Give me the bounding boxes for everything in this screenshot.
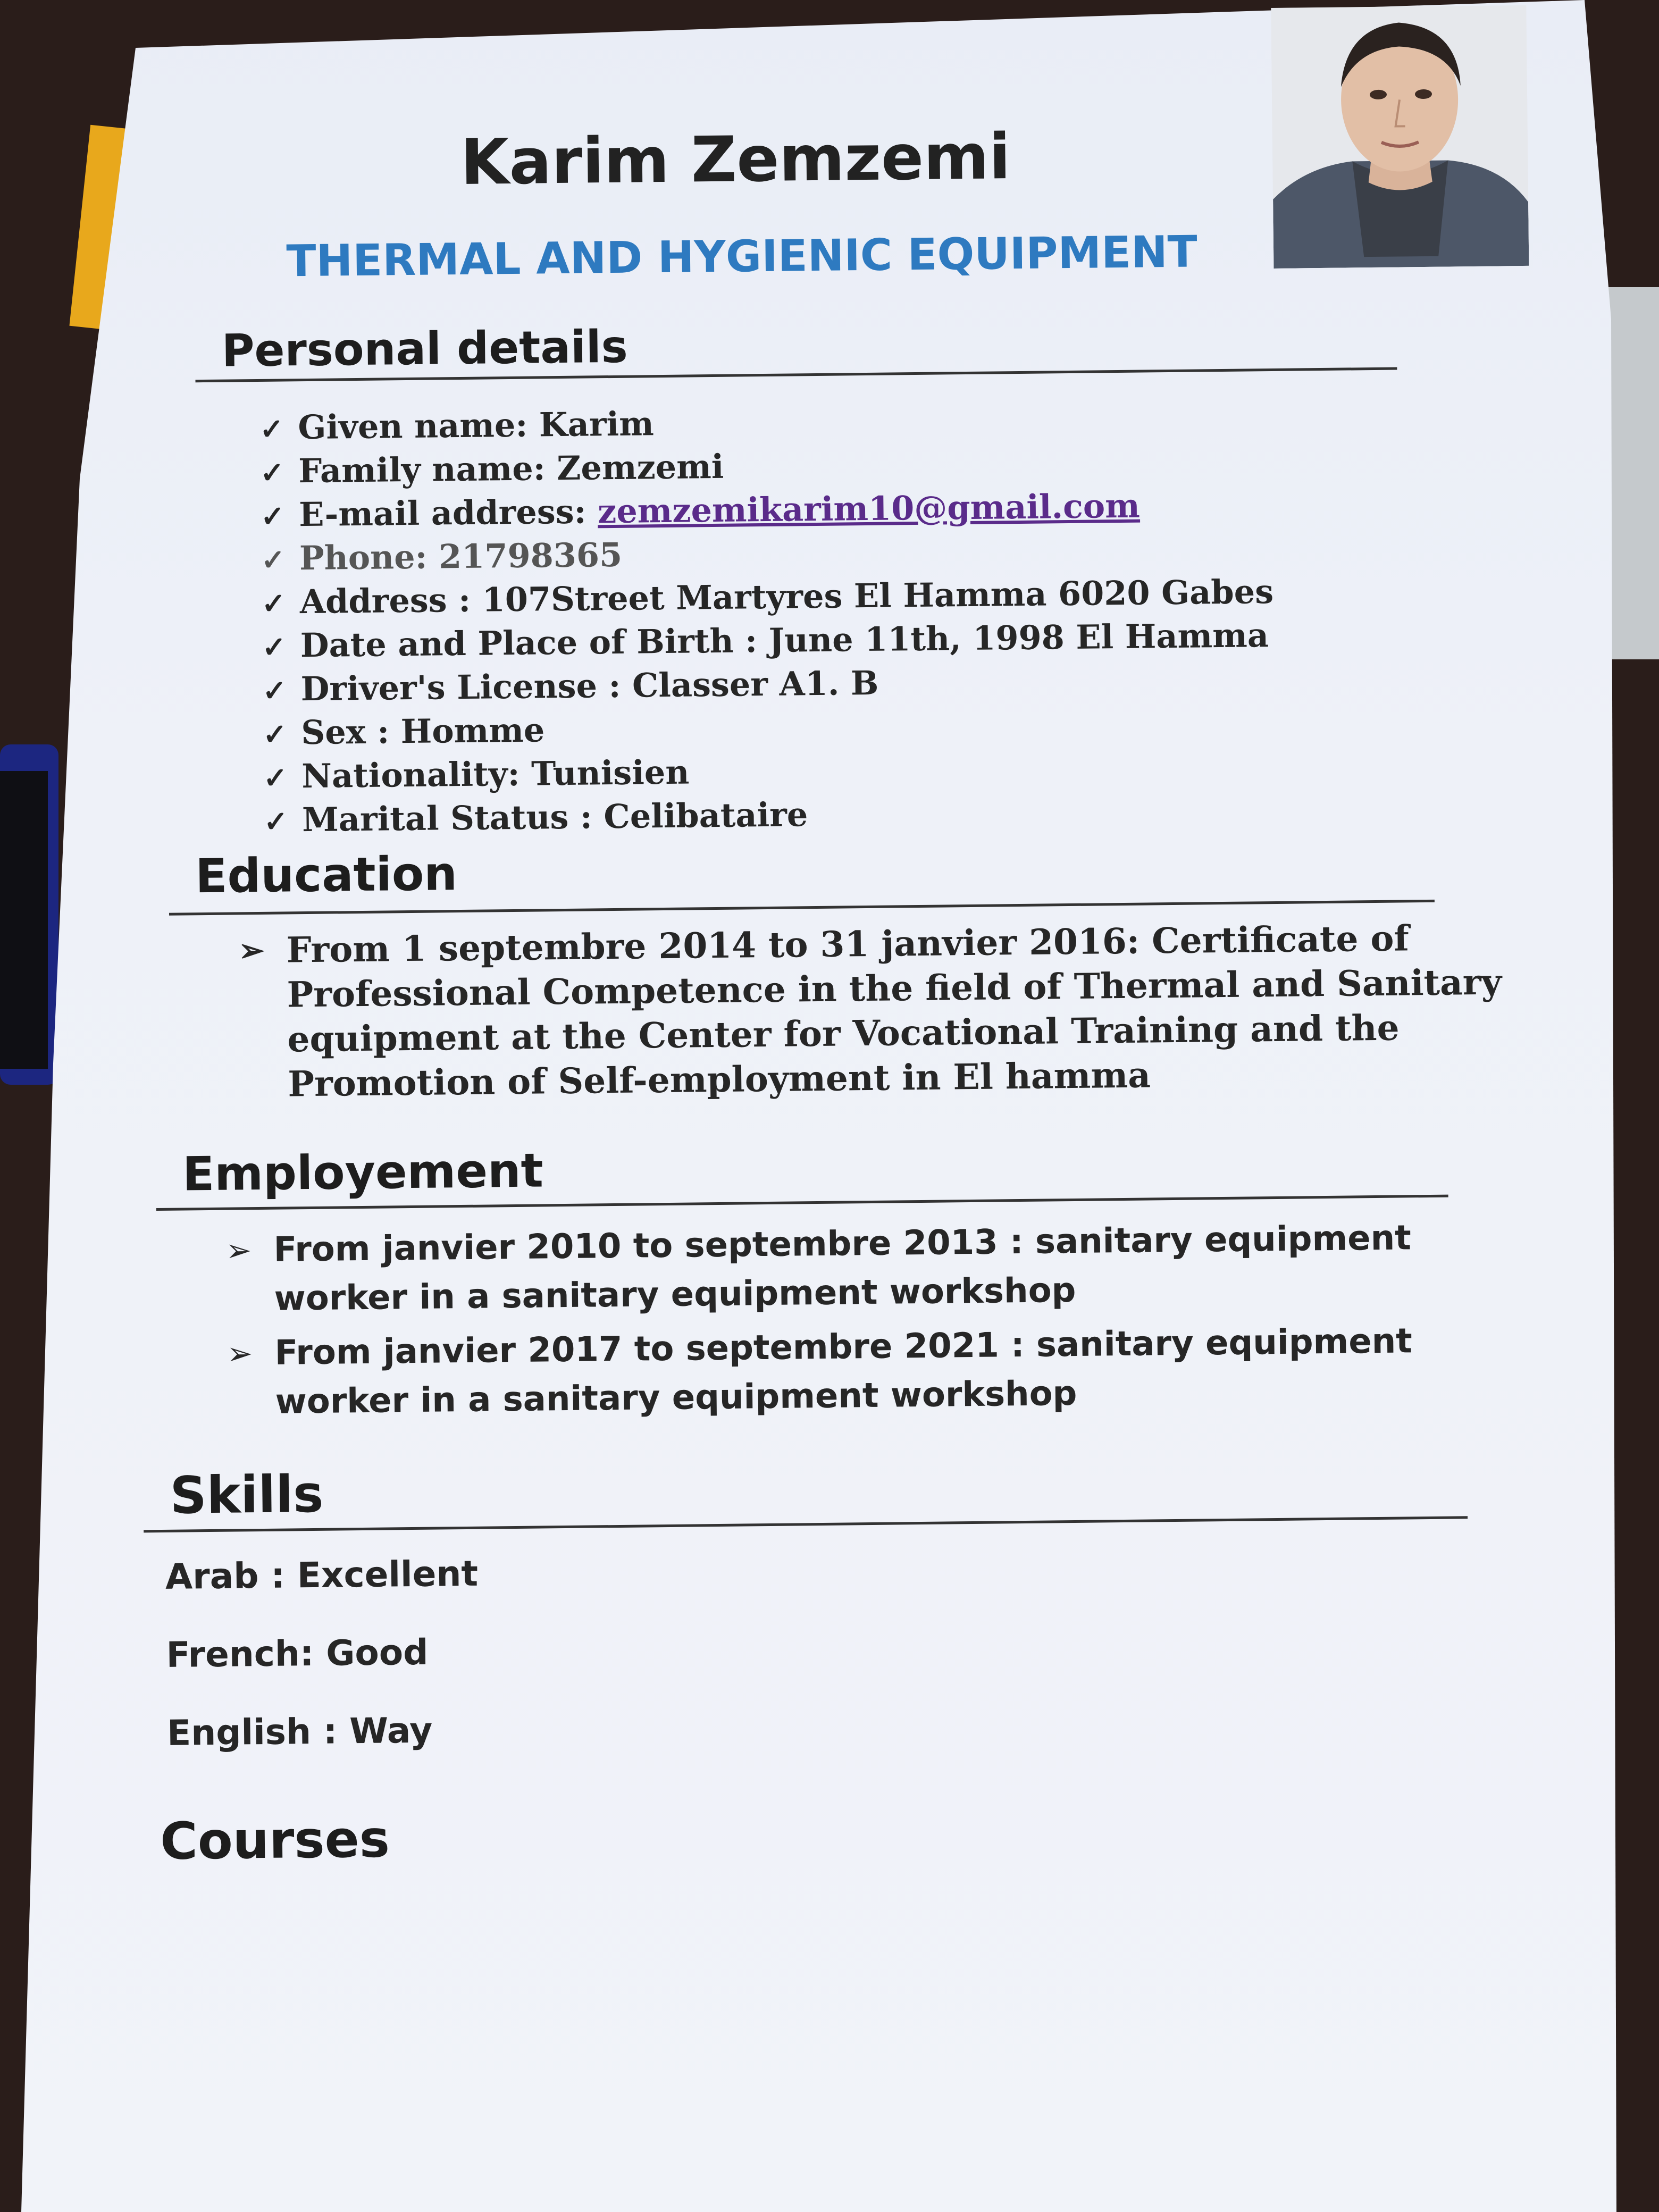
list-item: ✓ Family name: Zemzemi — [260, 437, 1537, 494]
checkmark-icon: ✓ — [262, 673, 287, 708]
profession-title: THERMAL AND HYGIENIC EQUIPMENT — [286, 227, 1198, 287]
list-item: ✓ Sex : Homme — [263, 699, 1539, 756]
candidate-name: Karim Zemzemi — [460, 120, 1011, 199]
employment-list — [225, 1212, 1530, 1427]
list-item: ✓ Address : 107Street Martyres El Hamma 6020 Gabes — [261, 568, 1538, 625]
list-item: ✓ E-mail address: zemzemikarim10@gmail.com — [261, 481, 1537, 538]
skill-item: English : Way — [166, 1710, 433, 1754]
list-item: ✓ Phone: 21798365 — [261, 524, 1538, 581]
email-link[interactable]: zemzemikarim10@gmail.com — [597, 486, 1141, 531]
education-list — [238, 915, 1543, 1107]
arrow-bullet-icon: ➢ — [227, 1335, 253, 1372]
arrow-bullet-icon: ➢ — [225, 1232, 252, 1269]
skills-list — [165, 1553, 480, 1791]
checkmark-icon: ✓ — [260, 499, 285, 533]
checkmark-icon: ✓ — [262, 630, 287, 664]
list-item: ✓ Driver's License : Classer A1. B — [262, 655, 1539, 712]
list-item: ✓ Marital Status : Celibataire — [264, 786, 1540, 843]
list-item: ✓ Date and Place of Birth : June 11th, 1998 El Hamma — [262, 611, 1538, 668]
list-item: ✓ Nationality: Tunisien — [263, 742, 1540, 799]
checkmark-icon: ✓ — [259, 412, 284, 446]
checkmark-icon: ✓ — [261, 586, 286, 621]
personal-details-list — [259, 393, 1540, 843]
checkmark-icon: ✓ — [261, 542, 286, 577]
skill-item: French: Good — [166, 1631, 429, 1675]
section-heading-personal: Personal details — [221, 320, 629, 377]
section-heading-education: Education — [195, 846, 458, 904]
section-divider — [169, 900, 1435, 916]
list-item: ➢ From janvier 2010 to septembre 2013 : sanitary equipment worker in a sanitary equipment workshop — [225, 1212, 1529, 1324]
section-heading-skills: Skills — [169, 1464, 324, 1526]
checkmark-icon: ✓ — [263, 804, 288, 839]
section-heading-courses: Courses — [160, 1809, 390, 1872]
skill-item: Arab : Excellent — [165, 1553, 479, 1597]
checkmark-icon: ✓ — [263, 717, 288, 751]
list-item: ✓ Given name: Karim — [259, 393, 1536, 450]
section-divider — [144, 1516, 1468, 1532]
list-item: ➢ From 1 septembre 2014 to 31 janvier 2016: Certificate of Professional Competence in the field of Thermal and Sanitary equipment at the Center for Vocational Training and the Promotion of Self-employment in El hamma — [238, 915, 1543, 1107]
section-heading-employment: Employement — [182, 1143, 544, 1202]
checkmark-icon: ✓ — [263, 760, 288, 795]
list-item: ➢ From janvier 2017 to septembre 2021 : sanitary equipment worker in a sanitary equipment workshop — [227, 1316, 1530, 1427]
arrow-bullet-icon: ➢ — [238, 932, 265, 969]
checkmark-icon: ✓ — [260, 455, 284, 490]
